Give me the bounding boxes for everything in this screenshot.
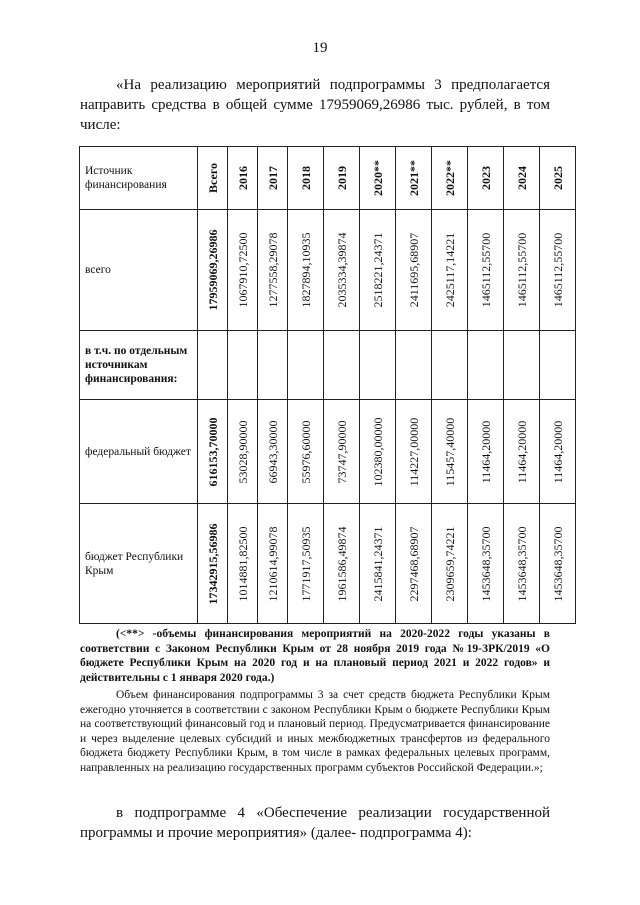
header-column-2024: 2024 [514,166,529,190]
header-column-2020: 2020** [370,160,385,196]
table-cell [432,331,468,400]
subprogram-4-paragraph: в подпрограмме 4 «Обеспечение реализации государственной программы и прочие мероприятия» (далее- подпрограмма 4): [80,805,550,841]
page-number: 19 [312,40,328,56]
table-row-republic [80,504,576,624]
table-cell: 11464,20000 [550,420,565,483]
table-cell: 11464,20000 [478,420,493,483]
header-column-2018: 2018 [298,166,313,190]
header-column-2023: 2023 [478,166,493,190]
intro-paragraph: «На реализацию мероприятий подпрограммы 3 предполагается направить средства в общей сумме 17959069,26986 тыс. рублей, в том числе: [80,77,550,133]
table-cell: 2035334,39874 [334,232,349,308]
header-column-2021: 2021** [406,160,421,196]
table-cell: 73747,90000 [334,420,349,483]
table-cell: 1961586,49874 [334,526,349,601]
footnote-paragraph: (<**> -объемы финансирования мероприятий на 2020-2022 годы указаны в соответствии с Законом Республики Крым от 28 ноября 2019 года №19-ЗРК/2019 «О бюджете Республики Крым на 2020 год и на плановый период 2021 и 2022 годов» и действительны с 1 января 2020 года.) [80,628,550,684]
table-cell [198,331,228,400]
row-source-cell: федеральный бюджет [80,400,198,504]
row-source-cell: бюджет Республики Крым [80,504,198,624]
table-cell [360,331,396,400]
table-cell [324,331,360,400]
table-cell: 2297468,68907 [406,526,421,601]
table-cell: 1465112,55700 [550,232,565,308]
table-cell: 1277558,29078 [265,232,280,308]
volume-paragraph: Объем финансирования подпрограммы 3 за счет средств бюджета Республики Крым ежегодно уточняется в соответствии с законом Республики Крым о бюджете Республики Крым на соответствующий финансовый год и плановый период. Предусматривается финансирование и через выделение целевых субсидий и иных межбюджетных трансфертов из федерального бюджета бюджету Республики Крым, в том числе в рамках федеральных целевых программ, направленных на реализацию государственных программ субъектов Российской Федерации.»; [80,689,550,774]
header-column-total: Всего [205,163,220,193]
table-cell: 2518221,24371 [370,232,385,308]
table-cell: 1453648,35700 [550,526,565,601]
table-cell: 102380,00000 [370,417,385,486]
table-cell: 2425117,14221 [442,232,457,308]
table-cell: 1453648,35700 [478,526,493,601]
table-cell: 66943,30000 [265,420,280,483]
table-cell [504,331,540,400]
table-cell [288,331,324,400]
table-cell: 2411695,68907 [406,232,421,308]
table-cell: 616153,70000 [205,417,220,486]
table-cell [228,331,258,400]
table-cell: 1210614,99078 [265,526,280,601]
table-cell: 2415841,24371 [370,526,385,601]
table-cell: 17342915,56986 [205,523,220,604]
row-source-cell: всего [80,210,198,331]
table-cell [258,331,288,400]
table-cell [396,331,432,400]
table-cell [468,331,504,400]
table-row-total [80,210,576,331]
table-cell [540,331,576,400]
table-cell: 17959069,26986 [205,229,220,311]
table-cell: 1465112,55700 [478,232,493,308]
financing-table [79,146,576,624]
row-source-cell: в т.ч. по отдельным источникам финансирования: [80,331,198,400]
table-row-federal [80,400,576,504]
table-cell: 114227,00000 [406,417,421,486]
header-column-2017: 2017 [265,166,280,190]
table-cell: 1067910,72500 [235,232,250,308]
table-cell: 1827894,10935 [298,232,313,308]
header-column-2019: 2019 [334,166,349,190]
header-column-2016: 2016 [235,166,250,190]
table-cell: 1465112,55700 [514,232,529,308]
table-header-row [80,147,576,210]
table-cell: 115457,40000 [442,417,457,486]
table-cell: 53028,90000 [235,420,250,483]
header-column-2025: 2025 [550,166,565,190]
table-cell: 1453648,35700 [514,526,529,601]
header-source-cell: Источник финансирования [80,147,198,210]
table-cell: 1014881,82500 [235,526,250,601]
table-cell: 11464,20000 [514,420,529,483]
table-row-subheading [80,331,576,400]
table-cell: 2309659,74221 [442,526,457,601]
header-column-2022: 2022** [442,160,457,196]
table-cell: 1771917,50935 [298,526,313,601]
table-cell: 55976,60000 [298,420,313,483]
